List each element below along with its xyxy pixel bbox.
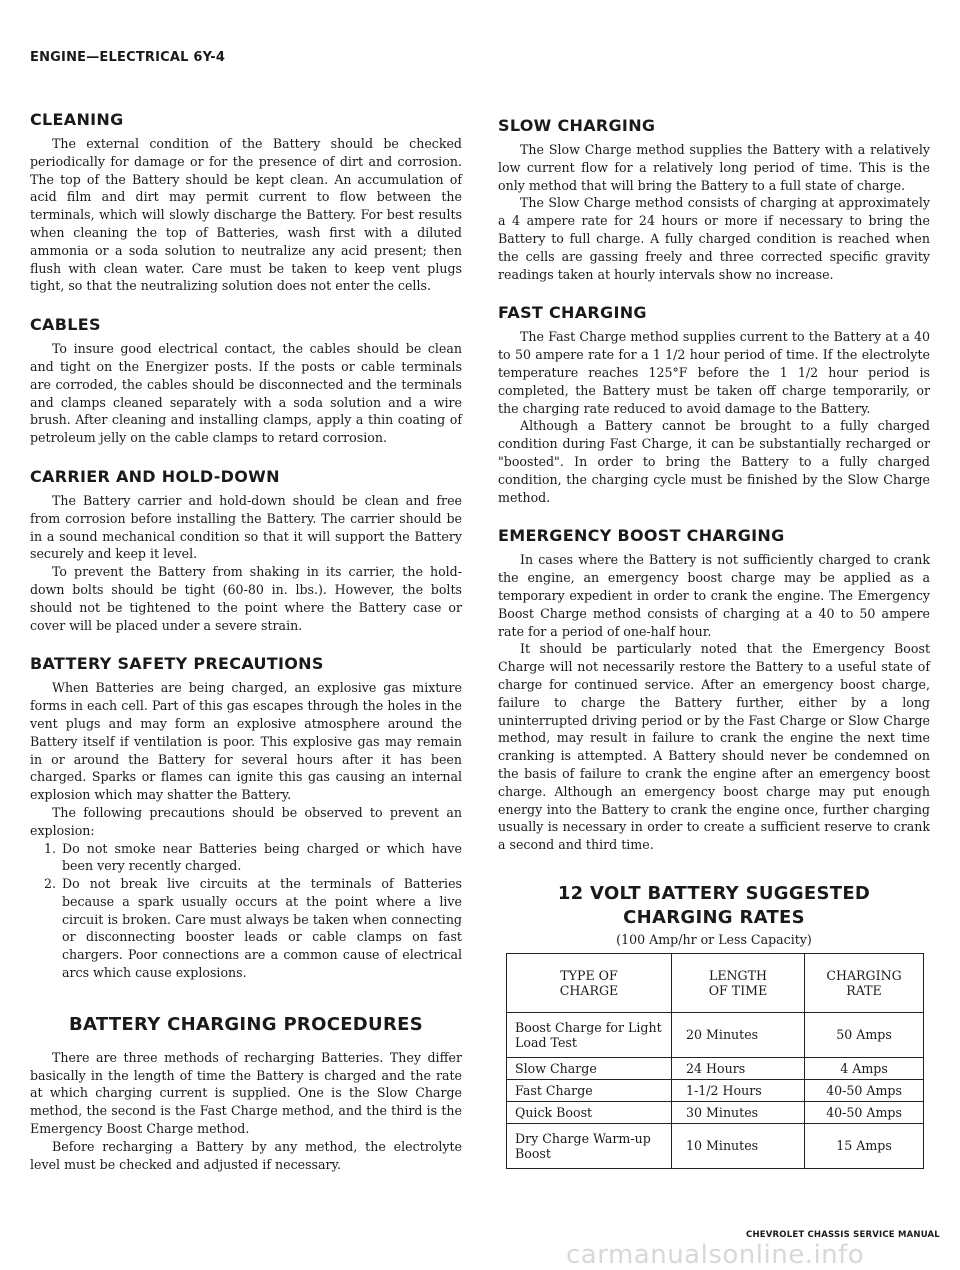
table-title: 12 VOLT BATTERY SUGGESTED	[557, 882, 871, 904]
paragraph: To prevent the Battery from shaking in its carrier, the hold-down bolts should be tight (60-80 in. lbs.). However, the bolts should not be tightened to the point where the Battery case or cover will be placed under a severe strain.	[30, 564, 462, 633]
table-subtitle: (100 Amp/hr or Less Capacity)	[616, 931, 812, 947]
table-row	[507, 1057, 924, 1079]
paragraph: The Battery carrier and hold-down should be clean and free from corrosion before installing the Battery. The carrier should be in a sound mechanical condition so that it will support the Battery securely and keep it level.	[30, 492, 462, 562]
paragraph: The Slow Charge method supplies the Battery with a relatively low current flow for a relatively long period of time. This is the only method that will bring the Battery to a full state of charge.	[498, 142, 930, 193]
section-fast	[498, 303, 930, 506]
charging-rates-table	[506, 953, 924, 1169]
table-cell: 20 Minutes	[672, 1012, 805, 1057]
table-cell: Boost Charge for Light Load Test	[507, 1012, 672, 1057]
paragraph: Although a Battery cannot be brought to a fully charged condition during Fast Charge, it can be substantially recharged or "boosted". In order to bring the Battery to a fully charged condition, the charging cycle must be finished by the Slow Charge method.	[498, 418, 930, 505]
paragraph: The external condition of the Battery should be checked periodically for damage or for the presence of dirt and corrosion. The top of the Battery should be kept clean. An accumulation of acid film and dirt may permit current to flow between the terminals, which will slowly discharge the Battery. For best results when cleaning the top of Batteries, wash first with a diluted ammonia or a soda solution to neutralize any acid present; then flush with clean water. Care must be taken to keep vent plugs tight, so that the neutralizing solution does not enter the cells.	[30, 136, 462, 294]
paragraph: When Batteries are being charged, an explosive gas mixture forms in each cell. Part of this gas escapes through the holes in the vent plugs and may form an explosive atmosphere around the Battery itself if ventilation is poor. This explosive gas may remain in or around the Battery for several hours after it has been charged. Sparks or flames can ignite this gas causing an internal explosion which may shatter the Battery.	[30, 680, 462, 803]
table-cell: 50 Amps	[805, 1012, 924, 1057]
table-cell: 4 Amps	[805, 1057, 924, 1079]
list-item: 2. Do not break live circuits at the terminals of Batteries because a spark usually occurs at the point where a live circuit is broken. Care must always be taken when connecting or disconnecting booster leads or cable clamps on fast chargers. Poor connections are a common cause of electrical arcs which cause explosions.	[60, 875, 462, 982]
column-header-rate: CHARGING RATE	[805, 953, 924, 1012]
paragraph: The Slow Charge method consists of charging at approximately a 4 ampere rate for 24 hours or more if necessary to bring the Battery to full charge. A fully charged condition is reached when the cells are gassing freely and three corrected specific gravity readings taken at hourly intervals show no increase.	[498, 195, 930, 282]
table-cell: 40-50 Amps	[805, 1079, 924, 1101]
heading-procedures: BATTERY CHARGING PROCEDURES	[69, 1013, 423, 1035]
charging-rates	[498, 882, 930, 1169]
table-row	[507, 1101, 924, 1123]
section-emergency	[498, 526, 930, 854]
section-cables	[30, 315, 462, 447]
watermark: carmanualsonline.info	[566, 1240, 865, 1270]
section-carrier	[30, 467, 462, 634]
section-procedures	[30, 1014, 462, 1174]
heading-fast: FAST CHARGING	[498, 303, 647, 323]
heading-slow: SLOW CHARGING	[498, 116, 656, 135]
list-item: 1. Do not smoke near Batteries being charged or which have been very recently charged.	[60, 840, 462, 876]
table-cell: 15 Amps	[805, 1123, 924, 1168]
paragraph: To insure good electrical contact, the cables should be clean and tight on the Energizer posts. If the posts or cable terminals are corroded, the cables should be disconnected and the terminals and clamps cleaned separately with a soda solution and a wire brush. After cleaning and installing clamps, apply a thin coating of petroleum jelly on the cable clamps to retard corrosion.	[30, 341, 462, 446]
column-header-length: LENGTH OF TIME	[672, 953, 805, 1012]
paragraph: The following precautions should be observed to prevent an explosion:	[30, 804, 462, 838]
table-cell: 10 Minutes	[672, 1123, 805, 1168]
section-slow	[498, 116, 930, 283]
heading-emergency: EMERGENCY BOOST CHARGING	[498, 526, 785, 546]
table-cell: 40-50 Amps	[805, 1101, 924, 1123]
heading-safety: BATTERY SAFETY PRECAUTIONS	[30, 654, 324, 674]
table-cell: Slow Charge	[507, 1057, 672, 1079]
paragraph: The Fast Charge method supplies current to the Battery at a 40 to 50 ampere rate for a 1 1/2 hour period of time. If the electrolyte temperature reaches 125°F before the 1 1/2 hour period is completed, the Battery must be taken off charge temporarily, or the charging rate reduced to avoid damage to the Battery.	[498, 329, 930, 416]
heading-carrier: CARRIER AND HOLD-DOWN	[30, 466, 280, 486]
table-cell: 1-1/2 Hours	[672, 1079, 805, 1101]
table-row	[507, 1123, 924, 1168]
table-cell: 30 Minutes	[672, 1101, 805, 1123]
table-cell: Quick Boost	[507, 1101, 672, 1123]
left-column	[30, 110, 462, 1193]
paragraph: There are three methods of recharging Batteries. They differ basically in the length of time the Battery is charged and the rate at which charging current is supplied. One is the Slow Charge method, the second is the Fast Charge method, and the third is the Emergency Boost Charge method.	[30, 1049, 462, 1137]
precautions-list	[30, 840, 462, 982]
paragraph: In cases where the Battery is not sufficiently charged to crank the engine, an emergency boost charge may be applied as a temporary expedient in order to crank the engine. The Emergency Boost Charge method consists of charging at a 40 to 50 ampere rate for a period of one-half hour.	[498, 552, 930, 639]
section-safety	[30, 654, 462, 982]
right-column	[498, 116, 930, 1169]
heading-cables: CABLES	[30, 315, 101, 335]
heading-cleaning: CLEANING	[30, 110, 124, 129]
table-cell: Fast Charge	[507, 1079, 672, 1101]
table-row	[507, 1079, 924, 1101]
table-cell: Dry Charge Warm-up Boost	[507, 1123, 672, 1168]
footer-publisher: CHEVROLET CHASSIS SERVICE MANUAL	[746, 1230, 940, 1240]
running-head: ENGINE—ELECTRICAL 6Y-4	[30, 50, 226, 65]
table-row	[507, 1012, 924, 1057]
section-cleaning	[30, 110, 462, 295]
paragraph: Before recharging a Battery by any method, the electrolyte level must be checked and adjusted if necessary.	[30, 1138, 462, 1172]
paragraph: It should be particularly noted that the Emergency Boost Charge will not necessarily restore the Battery to a useful state of charge for continued service. After an emergency boost charge, failure to charge the Battery further, either by a long uninterrupted driving period or by the Fast Charge or Slow Charge method, may result in failure to crank the engine the next time cranking is attempted. A Battery should never be condemned on the basis of failure to crank the engine after an emergency boost charge. Although an emergency boost charge may put enough energy into the Battery to crank the engine once, further charging usually is necessary in order to create a sufficient reserve to crank a second and third time.	[498, 641, 930, 853]
table-title-2: CHARGING RATES	[623, 906, 805, 928]
table-cell: 24 Hours	[672, 1057, 805, 1079]
column-header-type: TYPE OF CHARGE	[507, 953, 672, 1012]
table-header-row	[507, 953, 924, 1012]
